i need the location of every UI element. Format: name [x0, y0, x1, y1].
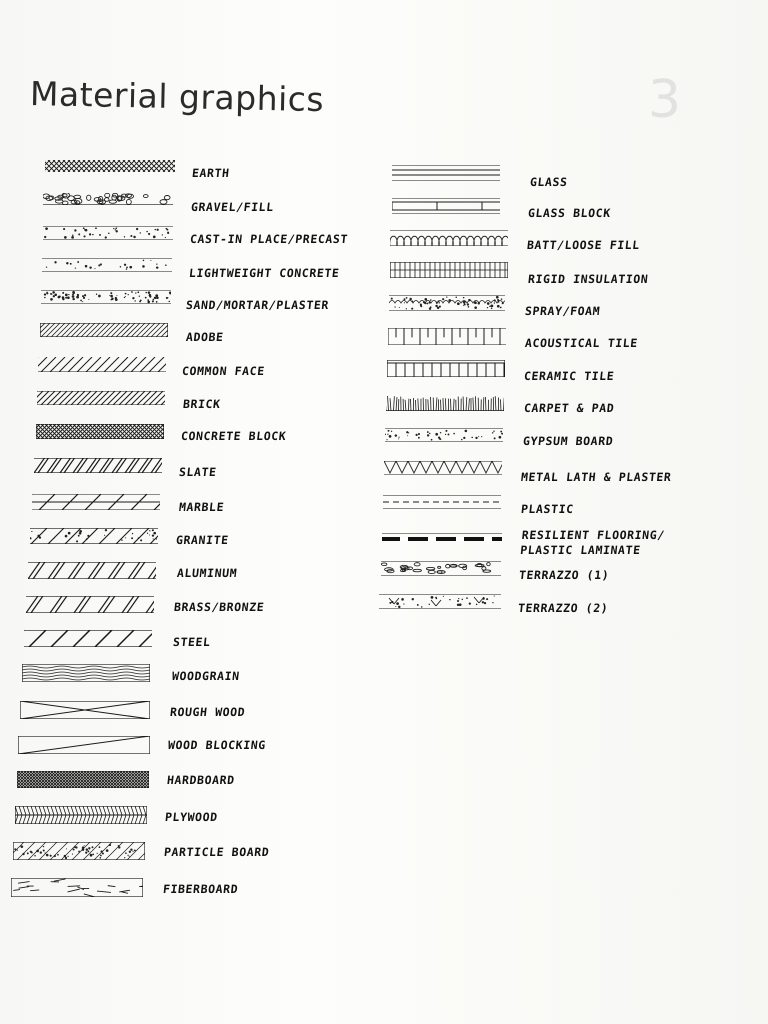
woodgrain-hatch-pattern	[22, 664, 150, 682]
plastic-hatch-pattern	[383, 495, 501, 509]
wood-blocking-label: WOOD BLOCKING	[167, 738, 267, 752]
cast-in-place-precast-label: CAST-IN PLACE/PRECAST	[189, 232, 349, 246]
spray-foam-label: SPRAY/FOAM	[524, 304, 601, 318]
aluminum-label: ALUMINUM	[176, 566, 238, 580]
common-face-label: COMMON FACE	[181, 364, 266, 378]
metal-lath-plaster-hatch-pattern	[384, 461, 502, 475]
slate-label: SLATE	[178, 465, 218, 479]
adobe-label: ADOBE	[185, 330, 225, 344]
rough-wood-hatch-pattern	[20, 701, 150, 719]
adobe-hatch-pattern	[40, 323, 168, 337]
plywood-hatch-pattern	[15, 806, 147, 824]
hardboard-label: HARDBOARD	[166, 773, 236, 787]
terrazzo-1-hatch-pattern	[381, 561, 501, 576]
glass-block-label: GLASS BLOCK	[527, 206, 612, 220]
granite-hatch-pattern	[30, 528, 158, 544]
terrazzo-1-label: TERRAZZO (1)	[518, 568, 611, 582]
concrete-block-label: CONCRETE BLOCK	[180, 429, 288, 443]
plastic-label: PLASTIC	[520, 502, 575, 516]
ceramic-tile-label: CERAMIC TILE	[523, 369, 616, 383]
brick-hatch-pattern	[37, 391, 165, 405]
gravel-fill-label: GRAVEL/FILL	[190, 200, 275, 214]
brick-label: BRICK	[182, 397, 222, 411]
page-title: Material graphics	[29, 74, 325, 120]
gypsum-board-label: GYPSUM BOARD	[522, 434, 615, 448]
carpet-pad-hatch-pattern	[386, 395, 504, 411]
resilient-flooring-plastic-laminate-label: RESILIENT FLOORING/ PLASTIC LAMINATE	[519, 528, 666, 557]
hardboard-hatch-pattern	[17, 771, 149, 788]
batt-loose-fill-label: BATT/LOOSE FILL	[526, 238, 641, 252]
spray-foam-hatch-pattern	[389, 295, 505, 311]
carpet-pad-label: CARPET & PAD	[523, 401, 616, 415]
page-number: 3	[648, 70, 682, 130]
marble-hatch-pattern	[32, 494, 160, 510]
sand-mortar-plaster-label: SAND/MORTAR/PLASTER	[185, 298, 330, 312]
particle-board-label: PARTICLE BOARD	[163, 845, 271, 859]
glass-block-hatch-pattern	[392, 198, 500, 214]
terrazzo-2-hatch-pattern	[379, 594, 501, 609]
woodgrain-label: WOODGRAIN	[171, 669, 241, 683]
acoustical-tile-label: ACOUSTICAL TILE	[524, 336, 639, 350]
earth-label: EARTH	[191, 166, 231, 180]
steel-label: STEEL	[172, 635, 212, 649]
rough-wood-label: ROUGH WOOD	[169, 705, 246, 719]
glass-label: GLASS	[529, 175, 569, 189]
acoustical-tile-hatch-pattern	[388, 328, 506, 345]
particle-board-hatch-pattern	[13, 842, 145, 860]
common-face-hatch-pattern	[38, 357, 166, 372]
granite-label: GRANITE	[175, 533, 230, 547]
resilient-flooring-plastic-laminate-hatch-pattern	[382, 533, 502, 543]
slate-hatch-pattern	[34, 458, 162, 473]
gypsum-board-hatch-pattern	[385, 428, 503, 442]
terrazzo-2-label: TERRAZZO (2)	[517, 601, 610, 615]
batt-loose-fill-hatch-pattern	[390, 230, 508, 246]
marble-label: MARBLE	[178, 500, 225, 514]
plywood-label: PLYWOOD	[164, 810, 219, 824]
earth-hatch-pattern	[45, 160, 175, 172]
fiberboard-hatch-pattern	[11, 878, 143, 897]
glass-hatch-pattern	[392, 165, 500, 181]
concrete-block-hatch-pattern	[36, 424, 164, 439]
brass-bronze-label: BRASS/BRONZE	[173, 600, 266, 614]
rigid-insulation-hatch-pattern	[390, 262, 508, 278]
rigid-insulation-label: RIGID INSULATION	[527, 272, 650, 286]
cast-in-place-precast-hatch-pattern	[43, 226, 173, 240]
aluminum-hatch-pattern	[28, 562, 156, 579]
steel-hatch-pattern	[24, 630, 152, 647]
fiberboard-label: FIBERBOARD	[162, 882, 239, 896]
lightweight-concrete-label: LIGHTWEIGHT CONCRETE	[188, 266, 341, 280]
wood-blocking-hatch-pattern	[18, 736, 150, 754]
sand-mortar-plaster-hatch-pattern	[41, 290, 171, 304]
brass-bronze-hatch-pattern	[26, 596, 154, 613]
lightweight-concrete-hatch-pattern	[42, 258, 172, 272]
gravel-fill-hatch-pattern	[43, 193, 173, 205]
metal-lath-plaster-label: METAL LATH & PLASTER	[520, 470, 673, 484]
ceramic-tile-hatch-pattern	[387, 360, 505, 377]
